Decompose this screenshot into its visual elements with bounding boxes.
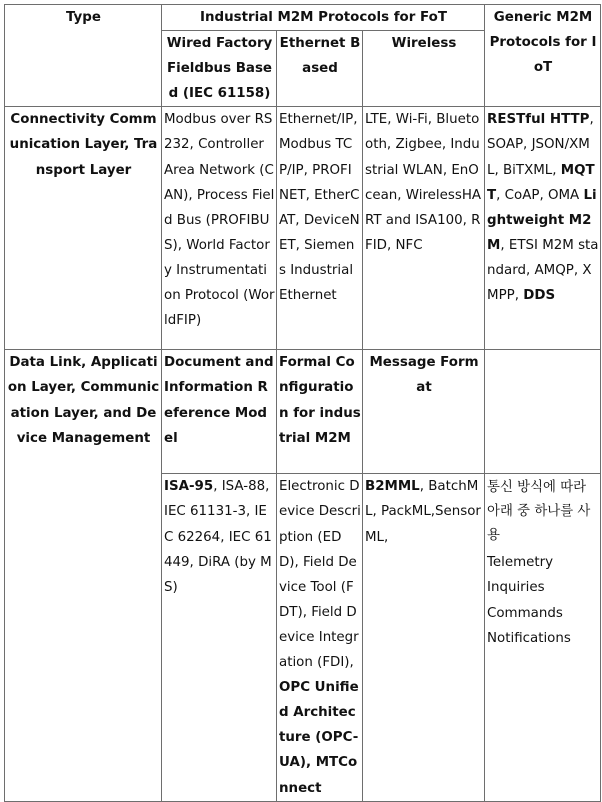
restful-http-text: RESTful HTTP <box>487 112 590 128</box>
header-wireless: Wireless <box>363 31 485 107</box>
row-data-link-generic-empty <box>485 350 601 474</box>
mqtt-text: MQTT <box>487 162 595 203</box>
row-data-link <box>5 350 601 474</box>
wired-standards-text: , ISA-88, IEC 61131-3, IEC 62264, IEC 61449, DiRA (by MS) <box>164 479 272 595</box>
b2mml-text: B2MML <box>365 479 420 495</box>
row-connectivity-ethernet: Ethernet/IP, Modbus TCP/IP, PROFINET, EtherCAT, DeviceNET, Siemens Industrial Ethernet <box>277 107 363 350</box>
row-connectivity-wireless: LTE, Wi-Fi, Bluetooth, Zigbee, Industrial WLAN, EnOcean, WirelessHART and ISA100, RFID, NFC <box>363 107 485 350</box>
korean-note: 통신 방식에 따라 아래 중 하나를 사용 <box>487 480 591 544</box>
list-item: Inquiries <box>487 580 545 596</box>
generic-text-1: , SOAP, JSON/XML, BiTXML, <box>487 112 594 178</box>
protocols-table <box>4 4 601 802</box>
header-ethernet: Ethernet Based <box>277 31 363 107</box>
row-data-link-wireless: Message Format <box>363 350 485 474</box>
dds-text: DDS <box>523 288 556 304</box>
generic-text-3: , ETSI M2M standard, AMQP, XMPP, <box>487 237 599 304</box>
row-standards-generic <box>485 474 601 801</box>
header-generic: Generic M2M Protocols for IoT <box>485 5 601 107</box>
isa-95-text: ISA-95 <box>164 479 214 495</box>
header-type: Type <box>5 5 162 107</box>
list-item: Notifications <box>487 630 571 646</box>
row-data-link-type: Data Link, Application Layer, Communication Layer, and Device Management <box>5 350 162 801</box>
header-wired: Wired Factory Fieldbus Based (IEC 61158) <box>162 31 277 107</box>
lightweight-m2m-text: Lightweight M2M <box>487 187 597 253</box>
row-standards-wired <box>162 474 277 801</box>
ethernet-standards-text: Electronic Device Description (EDD), Field Device Tool (FDT), Field Device Integration (FDI), <box>279 479 361 671</box>
row-standards-ethernet <box>277 474 363 801</box>
list-item: Commands <box>487 605 563 621</box>
header-industrial-group: Industrial M2M Protocols for FoT <box>162 5 485 31</box>
opc-ua-text: OPC Unified Architecture (OPC-UA), MTConnect <box>279 680 359 796</box>
row-standards-wireless <box>363 474 485 801</box>
row-connectivity-wired: Modbus over RS232, Controller Area Network (CAN), Process Field Bus (PROFIBUS), World Factory Instrumentation Protocol (WorldFIP) <box>162 107 277 350</box>
wireless-standards-text: , BatchML, PackML,SensorML, <box>365 479 481 545</box>
row-connectivity <box>5 107 601 350</box>
row-data-link-ethernet: Formal Configuration for industrial M2M <box>277 350 363 474</box>
row-data-link-wired: Document and Information Reference Model <box>162 350 277 474</box>
header-row-1 <box>5 5 601 31</box>
row-connectivity-generic <box>485 107 601 350</box>
list-item: Telemetry <box>487 555 554 571</box>
generic-text-2: , CoAP, OMA <box>496 187 584 203</box>
row-connectivity-type: Connectivity Communication Layer, Transport Layer <box>5 107 162 350</box>
